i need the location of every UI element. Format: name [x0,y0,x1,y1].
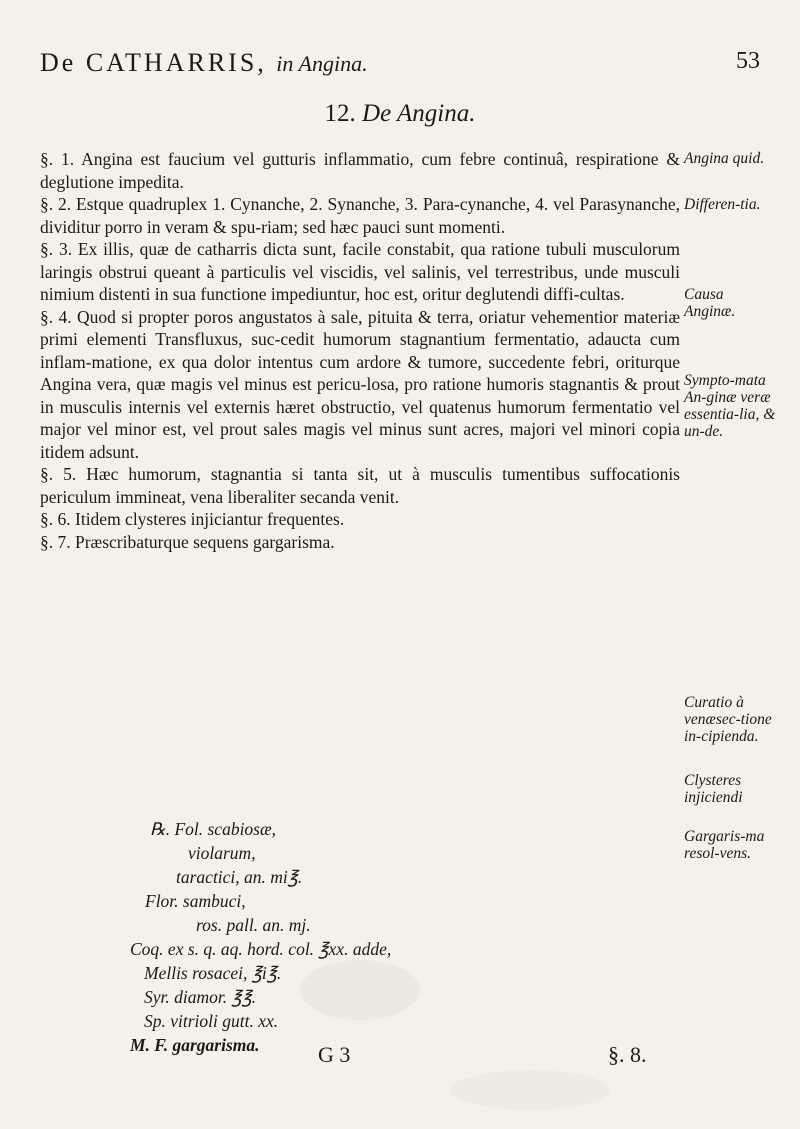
margin-note: Gargaris-ma resol-vens. [684,828,765,862]
margin-note: Causa Anginæ. [684,286,736,320]
paragraph-5: §. 5. Hæc humorum, stagnantia si tanta sit, ut à musculis tumentibus suffocationis periculum immineat, vena liberaliter secanda venit. [40,464,680,507]
paragraph-7: §. 7. Præscribaturque sequens gargarisma. [40,531,335,552]
recipe-line: ℞. Fol. scabiosæ, [150,819,277,839]
margin-note: Sympto-mata An-ginæ veræ essentia-lia, & un-de. [684,372,776,440]
chapter-number: 12. [324,100,356,127]
recipe-line: Sp. vitrioli gutt. xx. [144,1011,279,1031]
page-number: 53 [736,48,760,74]
running-title-text: De CATHARRIS, [40,48,267,77]
chapter-heading [0,100,800,128]
recipe-line: M. F. gargarisma. [130,1035,260,1055]
paragraph-3: §. 3. Ex illis, quæ de catharris dicta sunt, facile constabit, qua ratione tubuli musculorum laringis obstrui queant à particulis vel viscidis, vel salinis, vel terrestribus, unde musculi nimium distenti in sua functione impediuntur, hoc est, oritur deglutendi diffi-cultas. [40,239,680,304]
paragraph-6: §. 6. Itidem clysteres injiciantur frequentes. [40,509,345,529]
signature-mark: G 3 [318,1042,351,1067]
recipe-line: ros. pall. an. mj. [196,915,311,935]
recipe-line: Syr. diamor. ℥℥. [144,987,257,1007]
recipe-line: violarum, [188,843,256,863]
recipe-line: Coq. ex s. q. aq. hord. col. ℥xx. adde, [130,939,392,959]
recipe-line: Mellis rosacei, ℥i℥. [144,963,282,983]
running-head [40,48,760,84]
recipe-line: Flor. sambuci, [145,891,246,911]
margin-note: Angina quid. [684,150,765,167]
recipe-line: taractici, an. mi℥. [176,867,303,887]
catchword: §. 8. [608,1042,647,1067]
paragraph-4: §. 4. Quod si propter poros angustatos à sale, pituita & terra, oriatur vehementior materiæ primi elementi Transfluxus, suc-cedit humorum stagnantium fermentatio, adaucta cum inflam-matione, ex qua dolor intentus cum ardore & tumore, succedente febri, oriturque Angina vera, quæ magis vel minus est pericu-losa, pro ratione humoris stagnantis & prout in musculis internis vel externis hæret obstructio, vel quatenus humorum fermentatio vel major vel minor est, vel prout sales magis vel minus sunt acres, majori vel minori copia itidem adsunt. [40,306,680,462]
chapter-title: De Angina. [362,100,476,127]
paragraph-2: §. 2. Estque quadruplex 1. Cynanche, 2. Synanche, 3. Para-cynanche, 4. vel Parasynanche, dividitur porro in veram & spu-riam; sed hæc pauci sunt momenti. [40,194,680,237]
margin-note: Differen-tia. [684,196,761,213]
margin-note: Clysteres injiciendi [684,772,743,806]
paper-stain [450,1070,610,1110]
running-title [40,48,368,78]
margin-note: Curatio à venæsec-tione in-cipienda. [684,694,772,745]
main-text [40,148,680,553]
paper-stain [300,960,420,1020]
running-title-italic: in Angina. [276,51,368,76]
paragraph-1: §. 1. Angina est faucium vel gutturis inflammatio, cum febre continuâ, respiratione & deglutione impedita. [40,149,680,192]
